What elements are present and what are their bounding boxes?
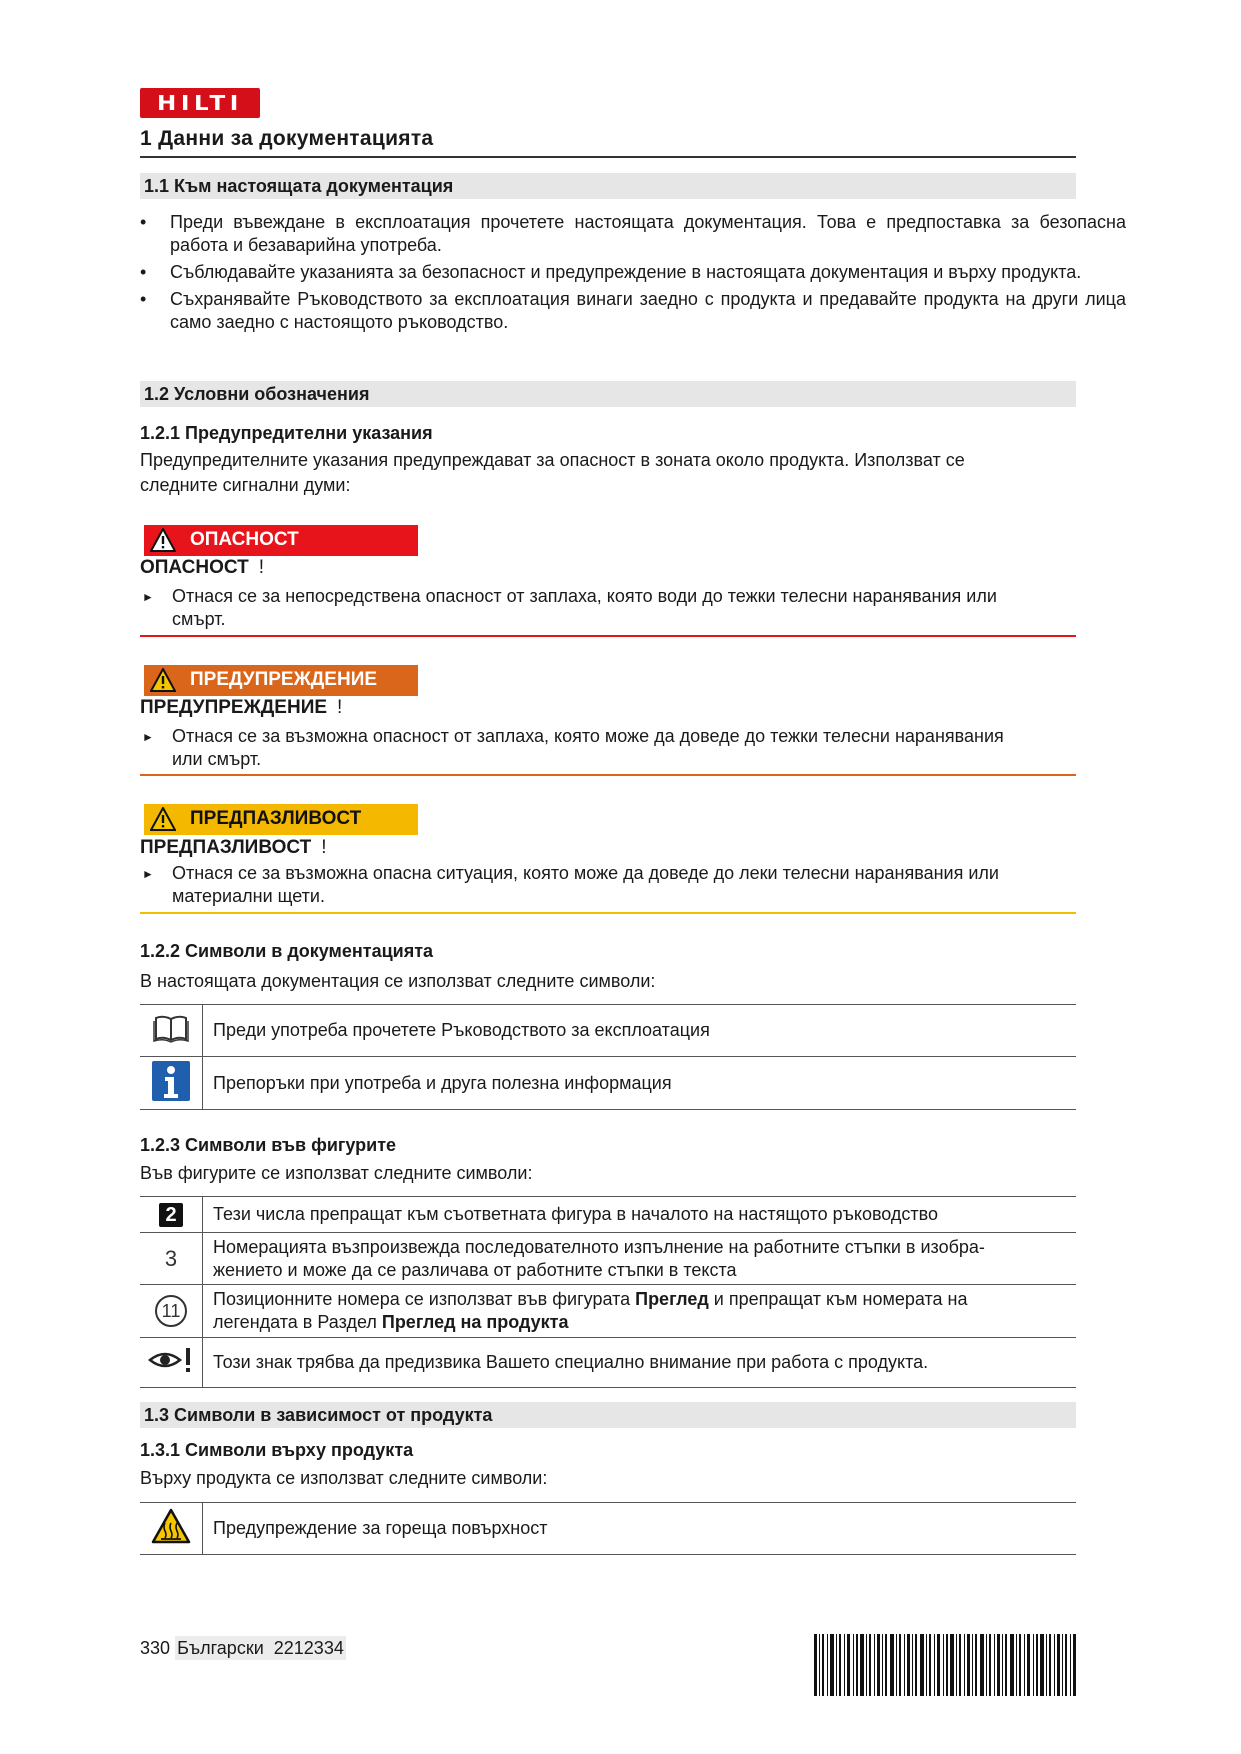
table-cell: Номерацията възпроизвежда последователното изпълнение на работните стъпки в изобра- жението и може да се различава от работните стъпки в текста	[203, 1233, 1077, 1285]
section-header-1-2: 1.2 Условни обозначения	[140, 381, 1076, 407]
figure-number-symbol: 2	[159, 1203, 183, 1227]
product-symbols-table	[140, 1502, 1076, 1555]
hot-surface-warning-icon	[151, 1508, 191, 1544]
warning-divider	[140, 774, 1076, 776]
info-icon	[152, 1061, 190, 1101]
table-cell: Тези числа препращат към съответната фигура в началото на настящото ръководство	[203, 1197, 1077, 1233]
list-item: • Съблюдавайте указанията за безопасност и предупреждение в настоящата документация и върху продукта.	[140, 262, 1082, 282]
table-cell: Този знак трябва да предизвика Вашето специално внимание при работа с продукта.	[203, 1338, 1077, 1388]
caution-badge: ПРЕДПАЗЛИВОСТ	[144, 804, 418, 835]
signal-description: ► Отнася се за възможна опасност от заплаха, която може да доведе до тежки телесни наранявания или смърт.	[142, 726, 1004, 769]
doc-symbols-table	[140, 1004, 1076, 1110]
table-row	[140, 1233, 1076, 1285]
subsection-title-1-2-2: 1.2.2 Символи в документацията	[140, 941, 434, 961]
page-footer	[140, 1638, 346, 1659]
subsection-title-1-3-1: 1.3.1 Символи върху продукта	[140, 1440, 414, 1460]
signal-word: ПРЕДПАЗЛИВОСТ !	[140, 837, 327, 858]
table-cell: Предупреждение за гореща повърхност	[203, 1503, 1077, 1555]
table-row	[140, 1338, 1076, 1388]
paragraph: Във фигурите се използват следните символи:	[140, 1163, 533, 1183]
section-header-1-3: 1.3 Символи в зависимост от продукта	[140, 1402, 1076, 1428]
list-item: • Съхранявайте Ръководството за експлоатация винаги заедно с продукта и предавайте продукта на други лица само заедно с настоящото ръководство.	[140, 289, 1126, 332]
attention-eye-icon	[148, 1346, 194, 1374]
section-header-1-1: 1.1 Към настоящата документация	[140, 173, 1076, 199]
heading-divider	[140, 156, 1076, 158]
step-number-symbol: 3	[164, 1245, 178, 1271]
table-row	[140, 1285, 1076, 1338]
paragraph: следните сигнални думи:	[140, 475, 351, 495]
subsection-title-1-2-1: 1.2.1 Предупредителни указания	[140, 423, 433, 443]
barcode-image	[814, 1634, 1076, 1696]
subsection-title-1-2-3: 1.2.3 Символи във фигурите	[140, 1135, 397, 1155]
footer-language: Български 2212334	[177, 1638, 344, 1658]
warning-badge: ПРЕДУПРЕЖДЕНИЕ	[144, 665, 418, 696]
signal-word: ОПАСНОСТ !	[140, 557, 265, 578]
manual-book-icon	[153, 1013, 189, 1043]
list-item: • Преди въвеждане в експлоатация прочетете настоящата документация. Това е предпоставка за безопасна работа и безаварийна употреба.	[140, 212, 1126, 255]
page-number: 330	[140, 1638, 171, 1658]
paragraph: Предупредителните указания предупреждават за опасност в зоната около продукта. Използват се	[140, 450, 965, 470]
bullet-list	[140, 211, 1126, 338]
table-row	[140, 1197, 1076, 1233]
paragraph: Върху продукта се използват следните символи:	[140, 1468, 548, 1488]
figure-symbols-table	[140, 1196, 1076, 1388]
table-cell: Позиционните номера се използват във фигурата Преглед и препращат към номерата на легендата в Раздел Преглед на продукта	[203, 1285, 1077, 1338]
table-cell: Преди употреба прочетете Ръководството за експлоатация	[203, 1005, 1077, 1057]
signal-description: ► Отнася се за възможна опасна ситуация, която може да доведе до леки телесни наранявания или материални щети.	[142, 863, 999, 906]
table-cell: Препоръки при употреба и друга полезна информация	[203, 1057, 1077, 1110]
warning-triangle-icon	[150, 528, 176, 552]
warning-triangle-icon	[150, 668, 176, 692]
hilti-logo: HILTI	[140, 88, 260, 118]
chapter-title: 1 Данни за документацията	[140, 127, 434, 150]
danger-badge: ОПАСНОСТ	[144, 525, 418, 556]
warning-triangle-icon	[150, 807, 176, 831]
paragraph: В настоящата документация се използват следните символи:	[140, 971, 656, 991]
table-row	[140, 1503, 1076, 1555]
caution-divider	[140, 912, 1076, 914]
table-row	[140, 1005, 1076, 1057]
signal-description: ► Отнася се за непосредствена опасност от заплаха, която води до тежки телесни наранявания или смърт.	[142, 586, 997, 629]
position-number-symbol: 11	[155, 1295, 187, 1327]
table-row	[140, 1057, 1076, 1110]
signal-word: ПРЕДУПРЕЖДЕНИЕ !	[140, 697, 343, 718]
danger-divider	[140, 635, 1076, 637]
